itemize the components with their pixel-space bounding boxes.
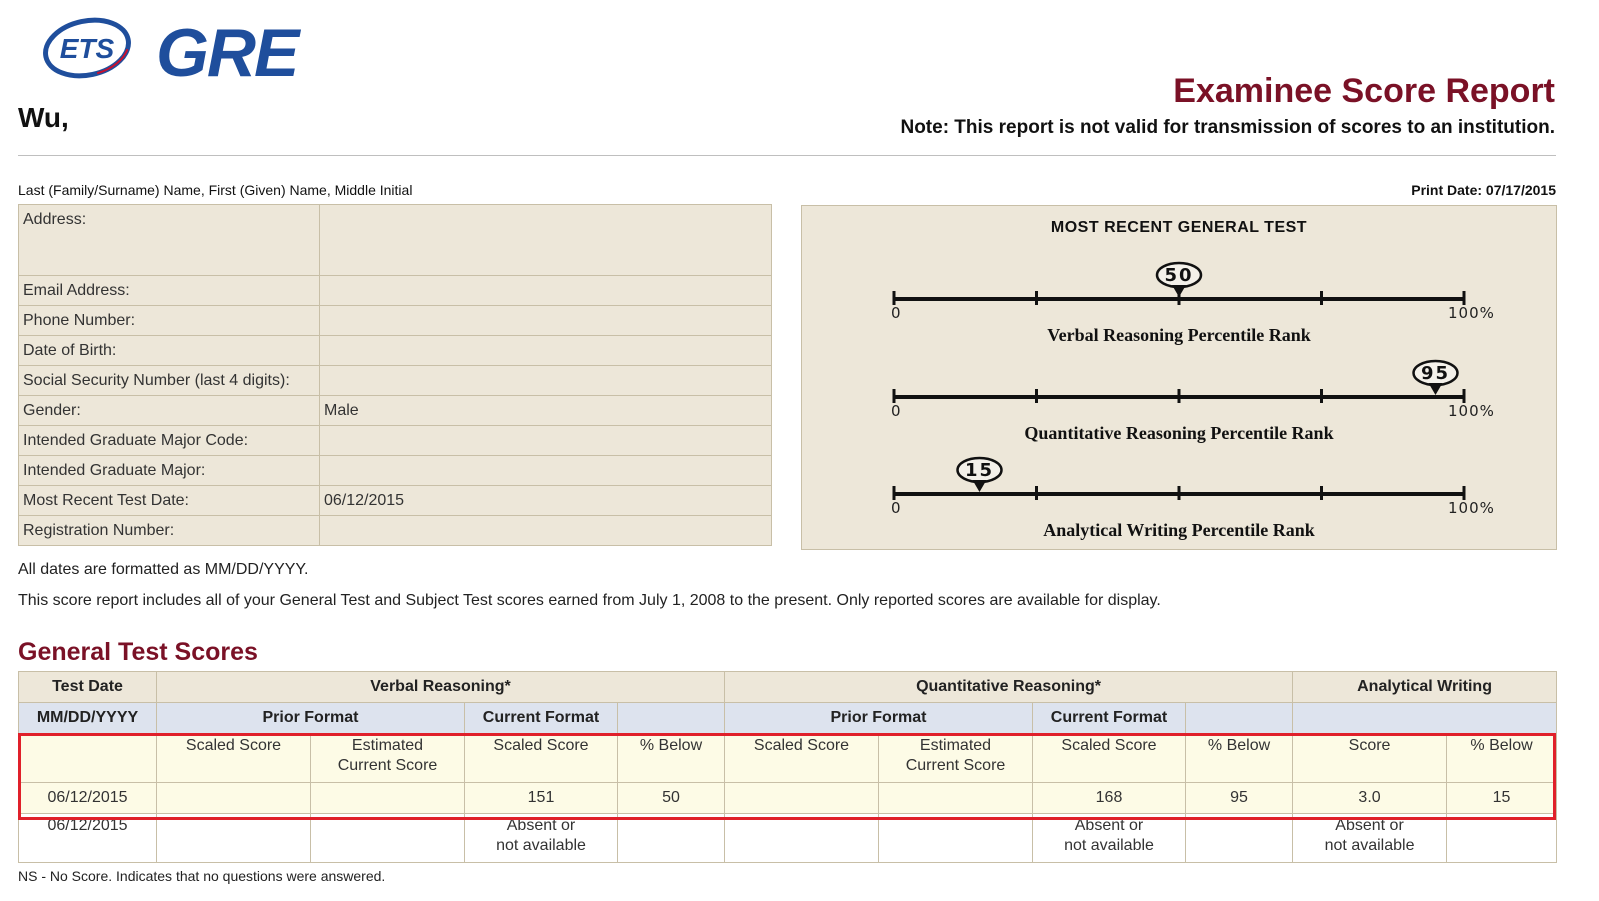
col-writing: Analytical Writing [1293,672,1557,703]
rank-marker [1429,383,1443,395]
rank-label: Verbal Reasoning Percentile Rank [1047,325,1311,345]
info-label: Date of Birth: [19,336,320,366]
info-value [320,276,772,306]
col-test-date: Test Date [19,672,157,703]
table-row [19,783,1557,814]
cell-date: 06/12/2015 [19,814,157,863]
panel-title: MOST RECENT GENERAL TEST [1050,219,1308,236]
scale-max-label: 100% [1448,402,1495,420]
info-label: Social Security Number (last 4 digits): [19,366,320,396]
col-writing-blank [1293,703,1557,734]
section-title: General Test Scores [18,638,258,666]
col-v-prior-est: Estimated Current Score [311,734,465,783]
col-q-prior-scaled: Scaled Score [725,734,879,783]
info-row [19,336,772,366]
cell-q-prior-est [879,783,1033,814]
cell-q-pct [1186,814,1293,863]
scale-min-label: 0 [891,499,902,517]
scale-max-label: 100% [1448,304,1495,322]
scale-min-label: 0 [891,402,902,420]
col-blank [19,734,157,783]
rank-value: 15 [964,460,995,481]
percentile-panel [801,205,1557,550]
col-verbal-blank [618,703,725,734]
cell-v-pct [618,814,725,863]
cell-v-scaled: Absent or not available [465,814,618,863]
cell-v-prior-est [311,814,465,863]
rank-label: Quantitative Reasoning Percentile Rank [1024,423,1334,443]
col-date-format: MM/DD/YYYY [19,703,157,734]
col-v-pct: % Below [618,734,725,783]
ns-note: NS - No Score. Indicates that no questions were answered. [18,868,386,884]
name-caption: Last (Family/Surname) Name, First (Given) Name, Middle Initial [18,182,413,198]
ets-logo-text: ETS [59,33,115,64]
cell-date: 06/12/2015 [19,783,157,814]
rank-value: 95 [1420,363,1451,384]
info-value: 06/12/2015 [320,486,772,516]
cell-q-prior-scaled [725,783,879,814]
col-quant-prior: Prior Format [725,703,1033,734]
cell-q-scaled: Absent or not available [1033,814,1186,863]
info-label: Intended Graduate Major Code: [19,426,320,456]
info-row [19,516,772,546]
examinee-name: Wu, [18,102,69,133]
col-v-scaled: Scaled Score [465,734,618,783]
info-row [19,396,772,426]
header-row-measures [19,734,1557,783]
info-row [19,306,772,336]
info-value [320,426,772,456]
cell-aw-pct [1447,814,1557,863]
cell-v-prior-scaled [157,783,311,814]
info-value: Male [320,396,772,426]
header-row-formats [19,703,1557,734]
col-quant-blank [1186,703,1293,734]
cell-aw-pct: 15 [1447,783,1557,814]
scale-max-label: 100% [1448,499,1495,517]
print-date: Print Date: 07/17/2015 [1411,182,1556,198]
gre-logo-text: GRE [156,15,298,84]
info-label: Intended Graduate Major: [19,456,320,486]
info-label: Address: [19,205,320,276]
info-value [320,205,772,276]
info-value [320,456,772,486]
header-divider [18,155,1556,156]
info-row [19,205,772,276]
col-q-pct: % Below [1186,734,1293,783]
info-value [320,516,772,546]
cell-q-prior-est [879,814,1033,863]
col-aw-score: Score [1293,734,1447,783]
info-row [19,456,772,486]
cell-v-pct: 50 [618,783,725,814]
col-aw-pct: % Below [1447,734,1557,783]
cell-v-prior-est [311,783,465,814]
info-row [19,276,772,306]
col-verbal-current: Current Format [465,703,618,734]
col-verbal-prior: Prior Format [157,703,465,734]
report-note: Note: This report is not valid for transmission of scores to an institution. [900,117,1555,138]
rank-label: Analytical Writing Percentile Rank [1043,520,1315,540]
cell-q-pct: 95 [1186,783,1293,814]
general-scores-table [18,671,1557,863]
col-verbal: Verbal Reasoning* [157,672,725,703]
ets-logo [42,16,134,85]
report-title: Examinee Score Report [1173,72,1555,110]
scope-note: This score report includes all of your General Test and Subject Test scores earned from July 1, 2008 to the present. Only reported scores are available for display. [18,592,1161,609]
col-q-prior-est: Estimated Current Score [879,734,1033,783]
cell-v-scaled: 151 [465,783,618,814]
info-row [19,486,772,516]
rank-marker [1172,285,1186,297]
date-format-note: All dates are formatted as MM/DD/YYYY. [18,561,309,578]
header-row-sections [19,672,1557,703]
cell-q-prior-scaled [725,814,879,863]
info-label: Email Address: [19,276,320,306]
table-row [19,814,1557,863]
scale-min-label: 0 [891,304,902,322]
info-row [19,366,772,396]
col-v-prior-scaled: Scaled Score [157,734,311,783]
info-row [19,426,772,456]
info-label: Gender: [19,396,320,426]
col-quant-current: Current Format [1033,703,1186,734]
col-quant: Quantitative Reasoning* [725,672,1293,703]
cell-aw-score: 3.0 [1293,783,1447,814]
cell-v-prior-scaled [157,814,311,863]
info-label: Registration Number: [19,516,320,546]
gre-logo [156,14,306,89]
col-q-scaled: Scaled Score [1033,734,1186,783]
info-value [320,366,772,396]
rank-marker [973,480,987,492]
cell-aw-score: Absent or not available [1293,814,1447,863]
percentile-scales [802,206,1556,549]
info-label: Phone Number: [19,306,320,336]
info-label: Most Recent Test Date: [19,486,320,516]
info-value [320,336,772,366]
info-value [320,306,772,336]
rank-value: 50 [1164,265,1194,286]
cell-q-scaled: 168 [1033,783,1186,814]
examinee-info-table [18,204,772,546]
